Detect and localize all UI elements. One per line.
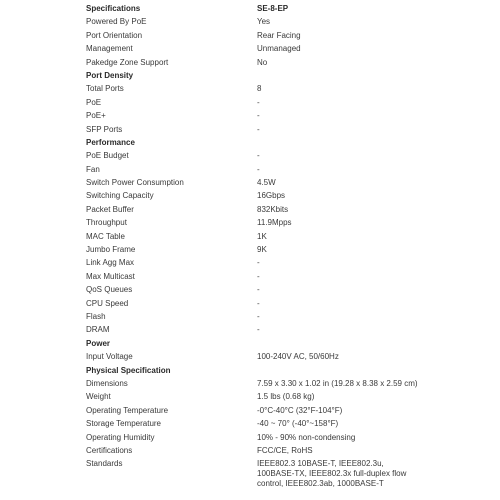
spec-row [83, 256, 423, 269]
spec-row [83, 350, 423, 363]
spec-label: Max Multicast [86, 271, 135, 281]
spec-label: Total Ports [86, 84, 124, 94]
spec-label: Weight [86, 392, 111, 402]
spec-value: Rear Facing [257, 30, 301, 40]
spec-label: Certifications [86, 445, 133, 455]
spec-value: 16Gbps [257, 191, 286, 201]
spec-value: - [257, 258, 260, 268]
spec-row [83, 297, 423, 310]
spec-label: QoS Queues [86, 285, 133, 295]
spec-row [83, 270, 423, 283]
spec-row [83, 377, 423, 390]
spec-row [83, 15, 423, 28]
spec-label: Management [86, 44, 133, 54]
spec-row [83, 390, 423, 403]
spec-label: Fan [86, 164, 100, 174]
spec-header-row [83, 2, 423, 15]
spec-section-title: Performance [86, 137, 135, 147]
spec-row [83, 203, 423, 216]
spec-value: - [257, 151, 260, 161]
spec-value: - [257, 164, 260, 174]
spec-model-name: SE-8-EP [257, 4, 289, 13]
spec-section-heading [83, 136, 423, 149]
spec-value: 832Kbits [257, 204, 289, 214]
spec-row [83, 96, 423, 109]
spec-value: - [257, 111, 260, 121]
spec-label: Throughput [86, 218, 127, 228]
spec-label: Input Voltage [86, 352, 133, 362]
spec-value: - [257, 271, 260, 281]
spec-value: IEEE802.3 10BASE-T, IEEE802.3u, 100BASE-TX, IEEE802.3x full-duplex flow control, IEEE802.3ab, 1000BASE-T [257, 458, 407, 488]
spec-value: - [257, 97, 260, 107]
spec-row [83, 310, 423, 323]
spec-section-title: Port Density [86, 70, 134, 80]
spec-row [83, 444, 423, 457]
spec-row [83, 230, 423, 243]
spec-value: - [257, 311, 260, 321]
spec-value: No [257, 57, 268, 67]
spec-table [83, 2, 423, 489]
spec-label: Pakedge Zone Support [86, 57, 169, 67]
spec-value: Unmanaged [257, 44, 301, 54]
spec-label: PoE Budget [86, 151, 129, 161]
spec-value: - [257, 124, 260, 134]
spec-row [83, 42, 423, 55]
spec-value: 4.5W [257, 178, 276, 188]
spec-label: DRAM [86, 325, 110, 335]
spec-value: 7.59 x 3.30 x 1.02 in (19.28 x 8.38 x 2.59 cm) [257, 378, 418, 388]
spec-value: 10% - 90% non-condensing [257, 432, 356, 442]
spec-label: Operating Temperature [86, 405, 169, 415]
spec-value: 1K [257, 231, 267, 241]
spec-value: - [257, 285, 260, 295]
spec-row [83, 243, 423, 256]
spec-row [83, 56, 423, 69]
spec-value: -40 ~ 70° (-40°~158°F) [257, 419, 339, 429]
spec-section-spacer [257, 69, 423, 82]
spec-label: CPU Speed [86, 298, 129, 308]
spec-value: -0°C-40°C (32°F-104°F) [257, 405, 343, 415]
spec-value: - [257, 325, 260, 335]
spec-value: 8 [257, 84, 262, 94]
spec-row [83, 163, 423, 176]
spec-row [83, 216, 423, 229]
spec-value: 11.9Mpps [257, 218, 292, 228]
spec-row [83, 431, 423, 444]
spec-section-heading [83, 69, 423, 82]
spec-label: SFP Ports [86, 124, 123, 134]
spec-row [83, 176, 423, 189]
spec-row [83, 29, 423, 42]
spec-row [83, 189, 423, 202]
spec-section-title: Power [86, 338, 111, 348]
spec-value: FCC/CE, RoHS [257, 445, 313, 455]
spec-section-spacer [257, 337, 423, 350]
spec-label: PoE+ [86, 111, 106, 121]
spec-value: 100-240V AC, 50/60Hz [257, 352, 339, 362]
spec-label: Flash [86, 311, 106, 321]
spec-label: MAC Table [86, 231, 125, 241]
spec-section-heading [83, 364, 423, 377]
spec-label: Packet Buffer [86, 204, 134, 214]
spec-value: 9K [257, 245, 267, 255]
spec-label: Storage Temperature [86, 419, 162, 429]
spec-label: Powered By PoE [86, 17, 147, 27]
spec-row [83, 123, 423, 136]
spec-row [83, 417, 423, 430]
spec-label: Port Orientation [86, 30, 143, 40]
spec-row [83, 457, 423, 489]
spec-label: Dimensions [86, 378, 128, 388]
spec-value: Yes [257, 17, 271, 27]
spec-label: Standards [86, 458, 123, 468]
spec-row [83, 283, 423, 296]
spec-row [83, 82, 423, 95]
spec-row [83, 323, 423, 336]
spec-row [83, 149, 423, 162]
spec-label: Switch Power Consumption [86, 178, 184, 188]
spec-section-spacer [257, 364, 423, 377]
spec-label: PoE [86, 97, 102, 107]
spec-row [83, 109, 423, 122]
spec-label: Operating Humidity [86, 432, 155, 442]
spec-header-label: Specifications [86, 4, 141, 13]
spec-label: Switching Capacity [86, 191, 154, 201]
spec-value: 1.5 lbs (0.68 kg) [257, 392, 315, 402]
spec-row [83, 404, 423, 417]
spec-section-spacer [257, 136, 423, 149]
spec-label: Link Agg Max [86, 258, 135, 268]
spec-section-heading [83, 337, 423, 350]
spec-section-title: Physical Specification [86, 365, 171, 375]
spec-label: Jumbo Frame [86, 245, 136, 255]
spec-value: - [257, 298, 260, 308]
